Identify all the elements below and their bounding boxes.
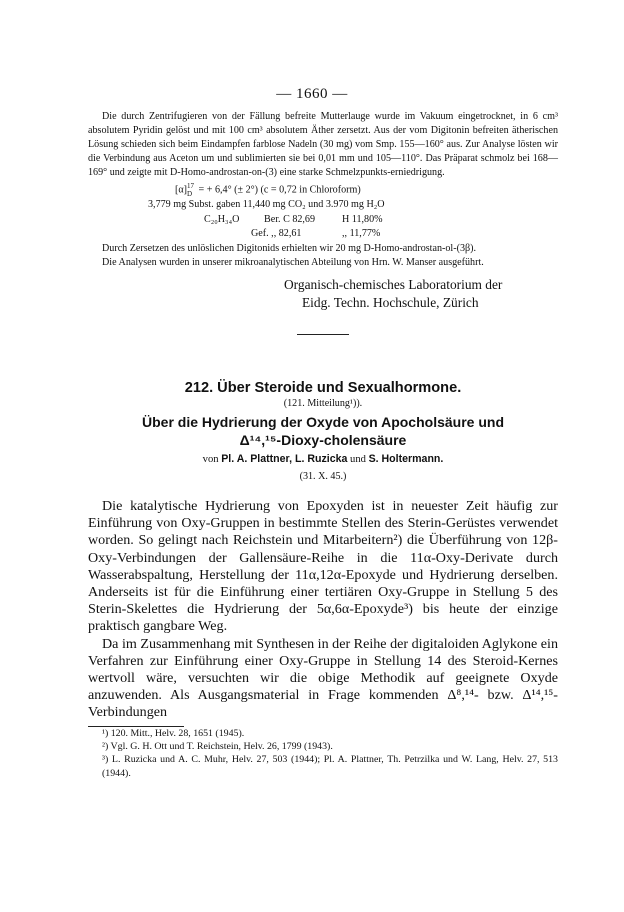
article-subtitle-line-2: Δ¹⁴,¹⁵-Dioxy-cholensäure xyxy=(239,431,407,448)
found-hydrogen: ,, 11,77% xyxy=(342,227,381,239)
author-names-1: Pl. A. Plattner, L. Ruzicka xyxy=(221,452,348,465)
body-paragraph-1: Die katalytische Hydrierung von Epoxyden ist in neuester Zeit häufig zur Einführung von Oxy-Gruppen in bestimmte Stellen des Sterin-Gerüstes verwendet worden. So gelingt nach Reichstein und Mitarbeitern²) die Überführung von 12β-Oxy-Verbindungen der Gallensäure-Reihe in die 11α-Oxy-Derivate durch Wasserabspaltung, Herstellung der 11α,12α-Epoxyde und Hydrierung derselben. Anderseits ist für die Einführung einer tertiären Oxy-Gruppe in Stellung 5 des Sterin-Skelettes die Hydrierung der 5α,6α-Epoxyde³) bis heute der einzige praktisch gangbare Weg. xyxy=(88,497,558,635)
optical-rotation: [α] 17 D = + 6,4° (± 2°) (c = 0,72 in Chloroform) xyxy=(175,182,361,199)
page-content xyxy=(88,110,558,780)
footnote-3: ³) L. Ruzicka und A. C. Muhr, Helv. 27, 503 (1944); Pl. A. Plattner, Th. Petrzilka und W. Lang, Helv. 27, 513 (1944). xyxy=(102,754,558,779)
authors: von Pl. A. Plattner, L. Ruzicka und S. Holtermann. xyxy=(202,452,444,465)
found-carbon: Gef. ,, 82,61 xyxy=(251,227,302,239)
lab-line-2: Eidg. Techn. Hochschule, Zürich xyxy=(302,294,479,310)
communication-number: (121. Mitteilung¹)). xyxy=(283,397,363,409)
paragraph-analyses: Die Analysen wurden in unserer mikroanalytischen Abteilung von Hrn. W. Manser ausgeführt. xyxy=(102,256,484,268)
page-number: — 1660 — xyxy=(276,86,348,102)
lab-line-1: Organisch-chemisches Laboratorium der xyxy=(284,276,503,292)
calc-carbon: Ber. C 82,69 xyxy=(264,213,316,225)
analysis-found xyxy=(251,227,558,241)
article-date: (31. X. 45.) xyxy=(299,470,347,482)
article-title: 212. Über Steroide und Sexualhormone. xyxy=(184,379,462,396)
article-subtitle-line-1: Über die Hydrierung der Oxyde von Apocholsäure und xyxy=(142,413,504,430)
footnote-2: ²) Vgl. G. H. Ott und T. Reichstein, Helv. 26, 1799 (1943). xyxy=(102,740,333,752)
calc-hydrogen: H 11,80% xyxy=(342,213,383,225)
paragraph-mother-liquor: Die durch Zentrifugieren von der Fällung befreite Mutterlauge wurde im Vakuum eingetrocknet, in 6 cm³ absolutem Pyridin gelöst und mit 100 cm³ absolutem Äther zersetzt. Aus der vom Digitonin befreiten ätherischen Lösung schieden sich beim Eindampfen farblose Nadeln (30 mg) vom Smp. 155—160° aus. Zur Analyse lösten wir die Verbindung aus Aceton um und sublimierten sie bei 0,01 mm und 105—110°. Das Präparat schmolz bei 168—169° und zeigte mit D-Homo-androstan-on-(3) eine starke Schmelzpunkts-erniedrigung. xyxy=(88,111,558,179)
section-divider xyxy=(297,334,349,335)
paragraph-digitonid: Durch Zersetzen des unlöslichen Digitonids erhielten wir 20 mg D-Homo-androstan-ol-(3β). xyxy=(102,242,477,254)
formula: C₂₀H₃₄O xyxy=(204,213,240,225)
analysis-substance-line: 3,779 mg Subst. gaben 11,440 mg CO₂ und 3.970 mg H₂O xyxy=(148,199,385,211)
footnotes xyxy=(88,727,558,781)
body-paragraph-2: Da im Zusammenhang mit Synthesen in der Reihe der digitaloiden Aglykone ein Verfahren zur Einführung einer Oxy-Gruppe in Stellung 14 des Steroid-Kernes wertvoll wäre, versuchten wir die obige Methodik auf geeignete Oxyde anzuwenden. Als Ausgangsmaterial in Frage kommenden Δ⁸,¹⁴- bzw. Δ¹⁴,¹⁵-Verbindungen xyxy=(88,635,558,721)
footnote-1: ¹) 120. Mitt., Helv. 28, 1651 (1945). xyxy=(102,727,245,739)
analysis-calculated xyxy=(204,213,558,227)
author-names-2: S. Holtermann. xyxy=(368,452,444,465)
lab-affiliation xyxy=(284,276,558,312)
